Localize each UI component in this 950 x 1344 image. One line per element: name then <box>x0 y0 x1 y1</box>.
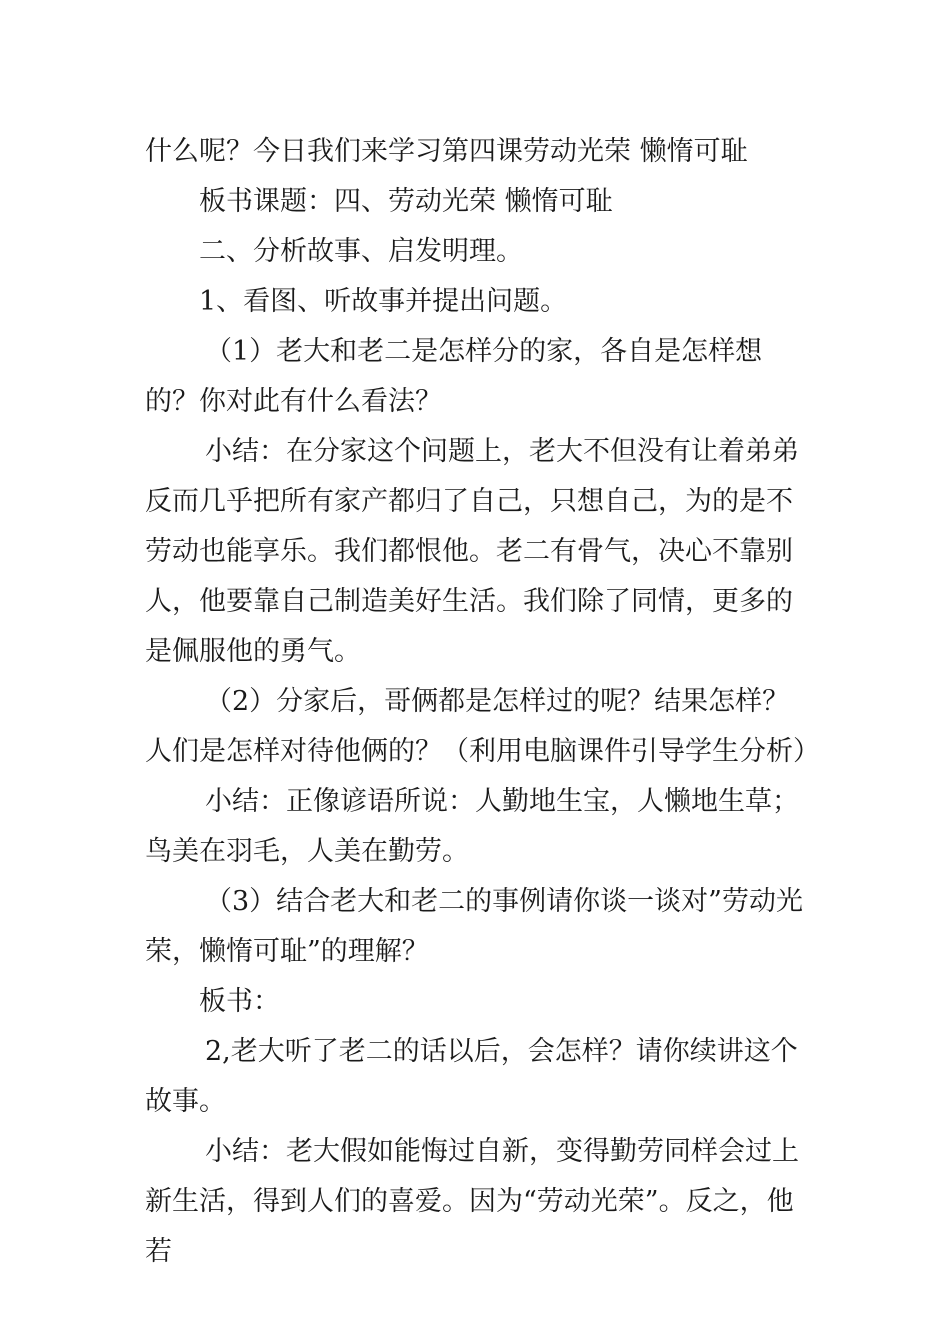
paragraph-summary-one: 小结：在分家这个问题上，老大不但没有让着弟弟反而几乎把所有家产都归了自己，只想自己，为的是不劳动也能享乐。我们都恨他。老二有骨气，决心不靠别人，他要靠自己制造美好生活。我们除了同情，更多的是佩服他的勇气。 <box>145 436 799 667</box>
paragraph-question-one: （1）老大和老二是怎样分的家，各自是怎样想的？你对此有什么看法？ <box>145 336 763 417</box>
paragraph-section-two-heading: 二、分析故事、启发明理。 <box>199 236 523 267</box>
paragraph-step-one: 1、看图、听故事并提出问题。 <box>199 286 568 317</box>
paragraph-summary-two: 小结：正像谚语所说：人勤地生宝，人懒地生草；鸟美在羽毛，人美在勤劳。 <box>145 786 799 867</box>
paragraph-blackboard-title: 板书课题：四、劳动光荣 懒惰可耻 <box>199 186 613 217</box>
paragraph-intro-continuation: 什么呢？今日我们来学习第四课劳动光荣 懒惰可耻 <box>145 136 748 167</box>
paragraph-summary-three: 小结：老大假如能悔过自新，变得勤劳同样会过上新生活，得到人们的喜爱。因为“劳动光荣”。反之，他若 <box>145 1136 799 1267</box>
paragraph-step-two: 2,老大听了老二的话以后，会怎样？请你续讲这个故事。 <box>145 1036 798 1117</box>
document-body <box>145 127 820 1277</box>
paragraph-blackboard-note: 板书： <box>199 986 280 1017</box>
paragraph-question-three: （3）结合老大和老二的事例请你谈一谈对”劳动光荣，懒惰可耻”的理解？ <box>145 886 803 967</box>
paragraph-question-two: （2）分家后，哥俩都是怎样过的呢？结果怎样？人们是怎样对待他俩的？（利用电脑课件引导学生分析） <box>145 686 820 767</box>
